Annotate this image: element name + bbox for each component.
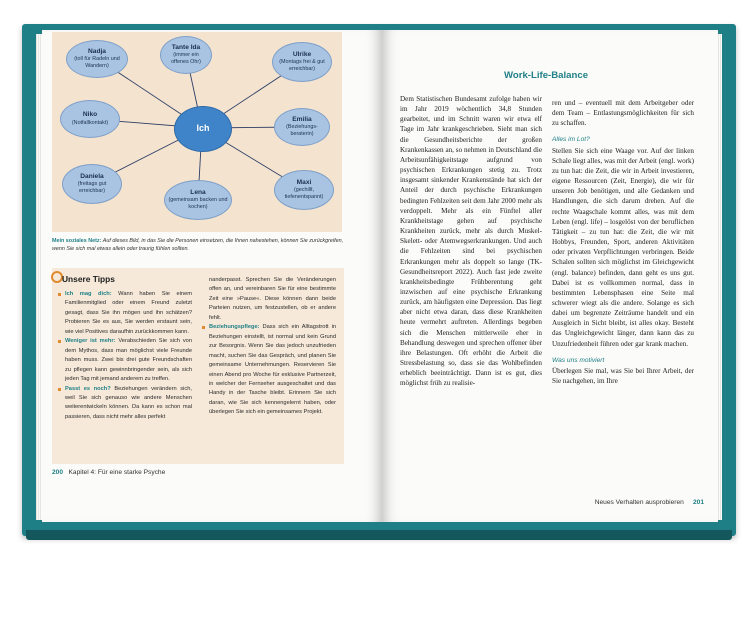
- node-desc: (gechillt, tiefenentspannt): [284, 187, 324, 200]
- book-cover-edge: [26, 530, 732, 540]
- right-page: [382, 30, 718, 522]
- node-name: Niko: [82, 111, 98, 119]
- node-lena: [164, 180, 232, 220]
- node-niko: [60, 100, 120, 138]
- running-head: Neues Verhalten ausprobieren: [594, 499, 684, 506]
- node-ulrike: [272, 42, 332, 82]
- social-network-diagram: [52, 32, 342, 232]
- running-head: Kapitel 4: Für eine starke Psyche: [68, 469, 166, 476]
- tips-box: [52, 268, 344, 464]
- tip-heading: Weniger ist mehr:: [65, 338, 116, 345]
- text-column-2: [552, 98, 694, 386]
- tip-heading: Ich mag dich:: [65, 291, 112, 297]
- caption-label: Mein soziales Netz:: [52, 238, 102, 244]
- node-desc: (Montags frei & gut erreichbar): [279, 59, 325, 72]
- node-ich: [174, 106, 232, 152]
- tips-column-1: [58, 290, 192, 422]
- caption-text: Auf dieses Bild, in das Sie die Personen einsetzen, die Ihnen nahestehen, können Sie zurückgreifen, wenn Sie sich mal etwas allein oder traurig fühlen sollten.: [52, 238, 344, 252]
- node-desc: (gemeinsam backen und kochen): [168, 197, 228, 210]
- node-name: Maxi: [296, 179, 312, 187]
- node-name: Ich: [196, 123, 210, 134]
- node-name: Lena: [190, 189, 206, 197]
- node-desc: (freitags gut erreichbar): [77, 181, 107, 194]
- tips-title: Unsere Tipps: [62, 274, 115, 284]
- node-tante-ida: [160, 36, 212, 74]
- node-maxi: [274, 170, 334, 210]
- tip-text: Beziehungen verändern sich, weil Sie sich genauso wie andere Menschen weiterentwickeln können. Da kann es schon mal passieren, dass nicht mehr alles perfekt: [65, 385, 192, 420]
- folio-right: [595, 499, 704, 506]
- subheading: Alles im Lot?: [552, 136, 590, 144]
- tip-heading: Passt es noch?: [65, 385, 111, 392]
- node-desc: (toll für Radeln und Wandern): [74, 56, 120, 69]
- tip-text: Dass sich ein Alltagstrott in Beziehungen einstellt, ist normal und kein Grund zur Besorgnis. Wenn Sie das jedoch unzufrieden macht, suchen Sie das Gespräch, und planen Sie gemeinsame Unternehmungen. Reservieren Sie einen Abend pro Woche für exklusive Partnerzeit, in welcher der Fernseher ausgeschaltet und das Handy in der Tasche bleibt. Erinnern Sie sich daran, wie Sie sich kennengelernt haben, oder überlegen Sie sich ein gemeinsames Projekt.: [209, 324, 336, 416]
- body-text: Dem Statistischen Bundesamt zufolge haben wir im Jahr 2019 wöchentlich 34,8 Stunden gearbeitet, und im Schnitt waren wir etwa elf Tage im Jahr krankgeschrieben. Sieht man sich die Gesundheitsberichte der großen Krankenkassen an, so nehmen in Deutschland die Arbeitsunfähigkeitstage aufgrund von psychischen Erkrankungen stetig zu. Trotz insgesamt sinkender Krankenstände hat sich der Anteil der durch psychische Erkrankungen bedingten Fehlzeiten seit dem Jahr 2000 mehr als verdoppelt. Mehr als ein Fünftel aller Krankheitstage gehen auf psychische Krankheiten zurück, mehr als durch Muskel-Skelett- oder Atemwegserkrankungen. Und auch die Fehlzeiten sind bei psychischen Erkrankungen mehr als doppelt so lange (TK-Gesundheitsreport 2022). Auch fast jede zweite krankheitsbedingte Frühberentung geht inzwischen auf eine psychische Erkrankung zurück, am häufigsten eine Depression. Das liegt aber nicht etwa daran, dass diese Krankheiten heute vermehrt auftreten. Allerdings begeben sich die Menschen mittlerweile eher in Behandlung deswegen und sprechen offener über ihre Belastungen. Oft erhöht die Arbeit die Stressbelastung so, dass sie das Wohlbefinden erheblich beeinträchtigt. Dann ist es gut, dies möglichst früh zu realisie-: [400, 95, 542, 388]
- section-title: Work-Life-Balance: [504, 70, 589, 81]
- tip-item: [58, 337, 192, 384]
- node-name: Daniela: [80, 173, 104, 181]
- tip-text: Verabschieden Sie sich von dem Mythos, dass man möglichst viele Freunde haben muss. Zwei bis drei gute Freundschaften zu pflegen kann gewinnbringender sein, als sich jeden Tag mit jemand anderem zu treffen.: [65, 338, 192, 383]
- page-number: 200: [52, 469, 64, 476]
- node-nadja: [66, 40, 128, 78]
- node-desc: (Beziehungs-beraterin): [286, 124, 318, 137]
- node-name: Tante Ida: [171, 44, 201, 52]
- diagram-caption: [52, 238, 344, 253]
- folio-left: [52, 469, 165, 476]
- body-text: ren und – eventuell mit dem Arbeitgeber oder dem Team – Entlastungsmöglichkeiten für sich zu schaffen.: [552, 99, 694, 128]
- tip-text: Wann haben Sie einem Familienmitglied oder einem Freund zuletzt gesagt, dass Sie ihn mögen und ihn schätzen? Probieren Sie es aus, Sie werden erstaunt sein, wie viel Positives daraufhin zurückkommen kann.: [65, 291, 192, 335]
- node-name: Emilia: [292, 116, 312, 124]
- node-emilia: [274, 108, 330, 146]
- text-column-1: [400, 94, 542, 389]
- node-name: Ulrike: [292, 51, 312, 59]
- subheading: Was uns motiviert: [552, 356, 605, 364]
- node-desc: (immer ein offenes Ohr): [171, 52, 201, 65]
- tip-item: [58, 290, 192, 337]
- tip-heading: Beziehungspflege:: [209, 324, 260, 331]
- node-name: Nadja: [88, 48, 106, 56]
- tips-column-2: [202, 276, 336, 418]
- body-text: Stellen Sie sich eine Waage vor. Auf der linken Schale liegt alles, was mit der Arbeit (engl. work) zu tun hat: die Zeit, die wir in Arbeit investieren, eigene Ressourcen (Zeit, Energie), die wir für unseren Job benötigen, und alle Gedanken und Handlungen, die sich darum drehen. Auf die rechte Waagschale kommt alles, was mit dem Leben (engl. life) – losgelöst von der beruflichen Tätigkeit – zu tun hat: die Zeit, die wir mit Hobbys, Freunden, Sport, anderen Aktivitäten oder privaten Verpflichtungen verbringen. Beide Schalen sollten sich möglichst im Gleichgewicht (engl. balance) befinden, dann geht es uns gut. Dabei ist es vollkommen normal, dass in bestimmten Lebensphasen eine Seite mal schwerer wiegt als die andere. Solange es sich dabei um begrenzte Zeiträume handelt und ein Ausgleich in Sicht bleibt, ist alles okay. Besteht das Ungleichgewicht länger, dann kann das zu Unzufriedenheit führen oder gar krank machen.: [552, 146, 694, 348]
- node-desc: (Notfallkontakt): [71, 119, 109, 126]
- tip-item: [202, 323, 336, 418]
- body-text: Überlegen Sie mal, was Sie bei Ihrer Arbeit, der Sie nachgehen, im Ihre: [552, 366, 694, 386]
- tip-continuation: nanderpasst. Sprechen Sie die Veränderungen offen an, und vereinbaren Sie für eine bestimmte Zeit eine »Pause«. Diese können dann beide Parteien nutzen, um festzustellen, ob er andere fehlt.: [209, 277, 336, 321]
- tip-item: [58, 385, 192, 423]
- page-number: 201: [692, 499, 704, 506]
- node-daniela: [62, 164, 122, 204]
